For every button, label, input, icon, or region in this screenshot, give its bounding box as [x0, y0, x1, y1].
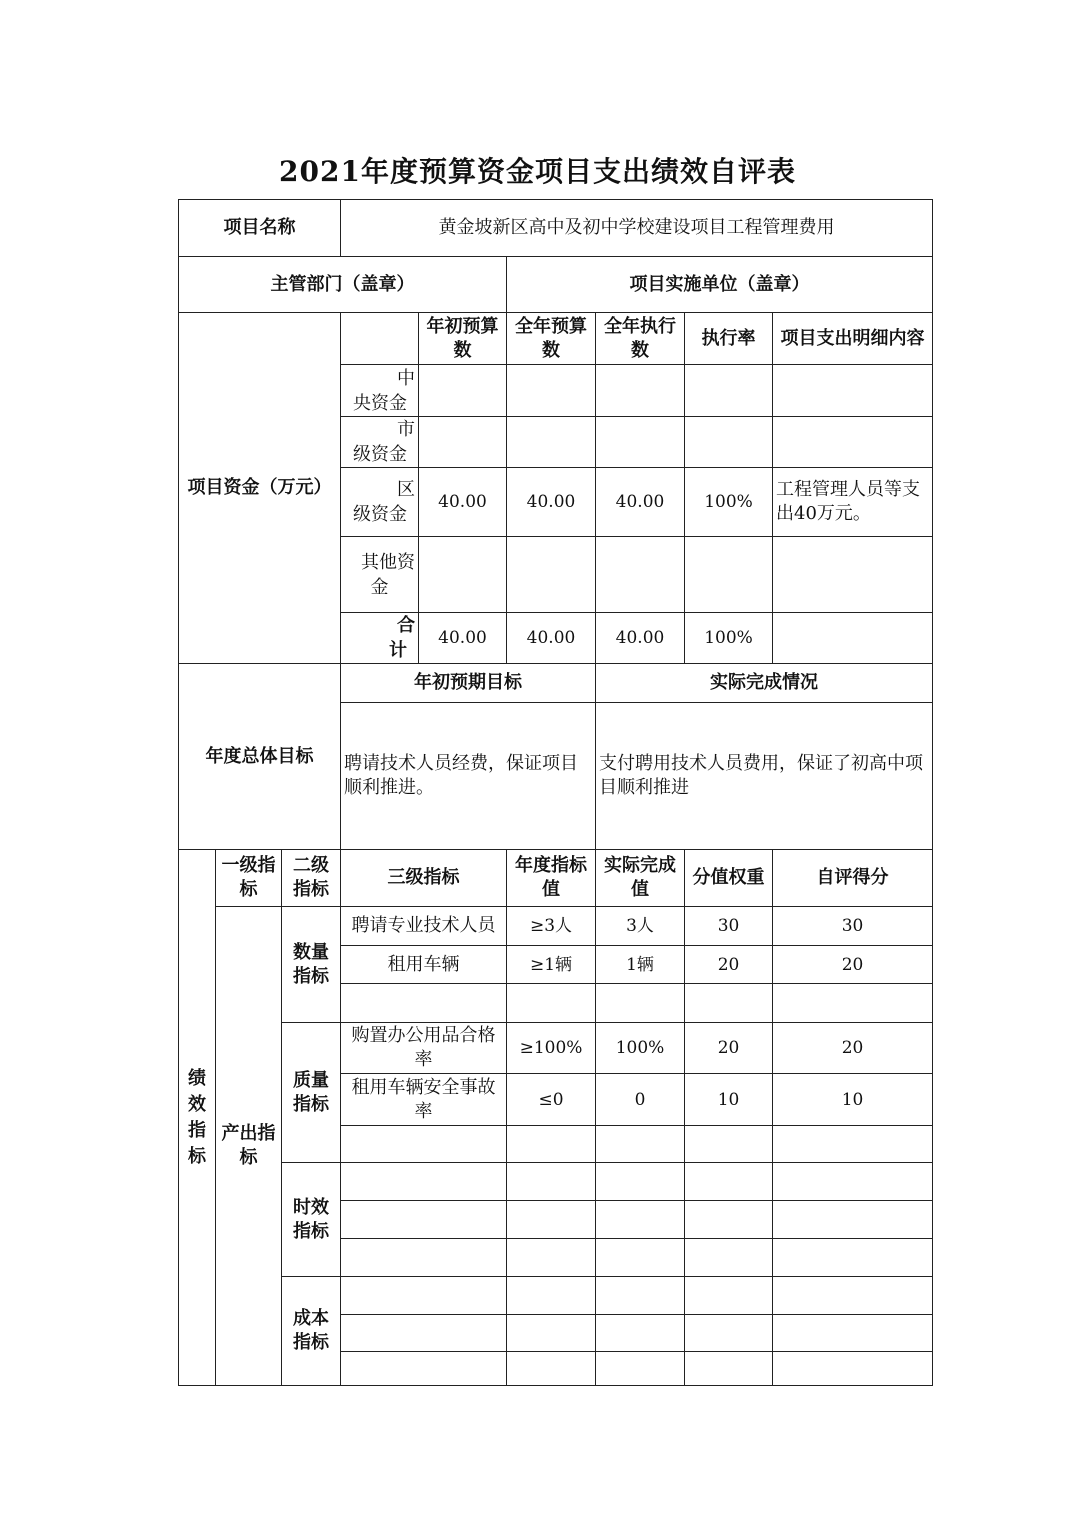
- indicator-name: [341, 984, 507, 1023]
- funds-row-label-a: 中: [397, 367, 416, 389]
- indicator-target: ≥1辆: [507, 946, 596, 984]
- funds-annual: 40.00: [507, 613, 596, 664]
- funds-executed: 40.00: [596, 613, 685, 664]
- indicator-actual: 0: [596, 1074, 685, 1126]
- funds-detail: [773, 537, 933, 613]
- indicator-weight: [685, 1277, 773, 1315]
- indicator-score: [773, 1315, 933, 1352]
- funds-detail: [773, 365, 933, 417]
- funds-row-label: [341, 613, 419, 664]
- funds-initial: 40.00: [419, 468, 507, 537]
- funds-row-label-a: 区: [397, 479, 416, 500]
- indicator-score: 30: [773, 907, 933, 946]
- dept-label: 主管部门（盖章）: [179, 257, 507, 313]
- indicator-weight: 30: [685, 907, 773, 946]
- funds-initial: [419, 365, 507, 417]
- funds-detail: [773, 613, 933, 664]
- indicator-score: [773, 1352, 933, 1386]
- performance-side-label-text: 绩效指标: [188, 1067, 206, 1167]
- indicator-weight: [685, 1163, 773, 1201]
- funds-row-label: [341, 468, 419, 537]
- funds-rate: [685, 537, 773, 613]
- perf-header-level3: 三级指标: [341, 850, 507, 907]
- indicator-score: 10: [773, 1074, 933, 1126]
- funds-annual: [507, 537, 596, 613]
- indicator-target: [507, 1277, 596, 1315]
- indicator-target: [507, 1201, 596, 1239]
- goals-actual-text: 支付聘用技术人员费用，保证了初高中项目顺利推进: [596, 703, 933, 850]
- impl-unit-label: 项目实施单位（盖章）: [507, 257, 933, 313]
- indicator-actual: 100%: [596, 1023, 685, 1074]
- indicator-actual: 3人: [596, 907, 685, 946]
- indicator-weight: 10: [685, 1074, 773, 1126]
- funds-row-label: [341, 537, 419, 613]
- indicator-actual: [596, 1201, 685, 1239]
- funds-header-annual: 全年预算数: [507, 313, 596, 365]
- funds-rate: [685, 365, 773, 417]
- perf-header-level2: 二级指标: [282, 850, 341, 907]
- indicator-weight: [685, 1315, 773, 1352]
- indicator-weight: 20: [685, 946, 773, 984]
- funds-executed: [596, 417, 685, 468]
- indicator-score: [773, 984, 933, 1023]
- indicator-target: [507, 1315, 596, 1352]
- funds-annual: [507, 365, 596, 417]
- indicator-score: [773, 1163, 933, 1201]
- perf-header-target: 年度指标值: [507, 850, 596, 907]
- indicator-name: 租用车辆: [341, 946, 507, 984]
- project-name-value: 黄金坡新区高中及初中学校建设项目工程管理费用: [341, 200, 933, 257]
- funds-detail: [773, 417, 933, 468]
- indicator-actual: 1辆: [596, 946, 685, 984]
- funds-label: 项目资金（万元）: [179, 313, 341, 664]
- group-quality: 质量指标: [282, 1023, 341, 1163]
- perf-header-level1: 一级指标: [216, 850, 282, 907]
- funds-detail: 工程管理人员等支出40万元。: [773, 468, 933, 537]
- group-cost: 成本指标: [282, 1277, 341, 1386]
- funds-executed: [596, 365, 685, 417]
- indicator-name: 租用车辆安全事故率: [341, 1074, 507, 1126]
- indicator-target: [507, 984, 596, 1023]
- goals-label: 年度总体目标: [179, 664, 341, 850]
- indicator-score: [773, 1239, 933, 1277]
- funds-annual: 40.00: [507, 468, 596, 537]
- indicator-score: 20: [773, 946, 933, 984]
- indicator-target: ≥3人: [507, 907, 596, 946]
- funds-row-label-a: 其他资: [361, 551, 416, 573]
- funds-row-label: [341, 417, 419, 468]
- funds-header-detail: 项目支出明细内容: [773, 313, 933, 365]
- indicator-weight: 20: [685, 1023, 773, 1074]
- funds-row-label-a: 市: [397, 419, 416, 440]
- funds-executed: [596, 537, 685, 613]
- indicator-weight: [685, 984, 773, 1023]
- indicator-name: [341, 1163, 507, 1201]
- indicator-weight: [685, 1239, 773, 1277]
- funds-header-blank: [341, 313, 419, 365]
- funds-rate: 100%: [685, 613, 773, 664]
- indicator-target: [507, 1163, 596, 1201]
- goals-actual-header: 实际完成情况: [596, 664, 933, 703]
- funds-row-label-b: 央资金: [353, 392, 408, 414]
- level1-output: 产出指标: [216, 907, 282, 1386]
- funds-row-label: [341, 365, 419, 417]
- funds-row-label-b: 级资金: [353, 444, 408, 465]
- indicator-actual: [596, 1239, 685, 1277]
- indicator-target: ≤0: [507, 1074, 596, 1126]
- perf-header-actual: 实际完成值: [596, 850, 685, 907]
- form-grid: [178, 199, 933, 1386]
- group-timeliness: 时效指标: [282, 1163, 341, 1277]
- goals-expected-text: 聘请技术人员经费，保证项目顺利推进。: [341, 703, 596, 850]
- indicator-name: 聘请专业技术人员: [341, 907, 507, 946]
- funds-row-label-a: 合: [397, 615, 416, 636]
- indicator-actual: [596, 1352, 685, 1386]
- funds-initial: 40.00: [419, 613, 507, 664]
- performance-side-label: [179, 850, 216, 1386]
- project-name-label: 项目名称: [179, 200, 341, 257]
- indicator-score: [773, 1126, 933, 1163]
- indicator-target: ≥100%: [507, 1023, 596, 1074]
- indicator-target: [507, 1239, 596, 1277]
- funds-row-label-b: 计: [389, 640, 408, 661]
- funds-header-initial: 年初预算数: [419, 313, 507, 365]
- funds-initial: [419, 417, 507, 468]
- funds-header-executed: 全年执行数: [596, 313, 685, 365]
- indicator-score: 20: [773, 1023, 933, 1074]
- indicator-weight: [685, 1201, 773, 1239]
- funds-header-rate: 执行率: [685, 313, 773, 365]
- funds-annual: [507, 417, 596, 468]
- indicator-name: [341, 1277, 507, 1315]
- indicator-name: 购置办公用品合格率: [341, 1023, 507, 1074]
- indicator-weight: [685, 1126, 773, 1163]
- indicator-name: [341, 1239, 507, 1277]
- indicator-actual: [596, 1163, 685, 1201]
- indicator-target: [507, 1126, 596, 1163]
- funds-rate: 100%: [685, 468, 773, 537]
- indicator-actual: [596, 1126, 685, 1163]
- indicator-score: [773, 1277, 933, 1315]
- indicator-name: [341, 1201, 507, 1239]
- funds-rate: [685, 417, 773, 468]
- funds-row-label-b: 级资金: [353, 504, 408, 525]
- perf-header-score: 自评得分: [773, 850, 933, 907]
- indicator-target: [507, 1352, 596, 1386]
- funds-row-label-b: 金: [370, 576, 389, 598]
- page-title: 2021年度预算资金项目支出绩效自评表: [279, 155, 796, 188]
- indicator-actual: [596, 1277, 685, 1315]
- indicator-actual: [596, 1315, 685, 1352]
- indicator-weight: [685, 1352, 773, 1386]
- indicator-score: [773, 1201, 933, 1239]
- funds-executed: 40.00: [596, 468, 685, 537]
- indicator-name: [341, 1352, 507, 1386]
- perf-header-weight: 分值权重: [685, 850, 773, 907]
- indicator-name: [341, 1126, 507, 1163]
- indicator-name: [341, 1315, 507, 1352]
- indicator-actual: [596, 984, 685, 1023]
- funds-initial: [419, 537, 507, 613]
- group-quantity: 数量指标: [282, 907, 341, 1023]
- goals-expected-header: 年初预期目标: [341, 664, 596, 703]
